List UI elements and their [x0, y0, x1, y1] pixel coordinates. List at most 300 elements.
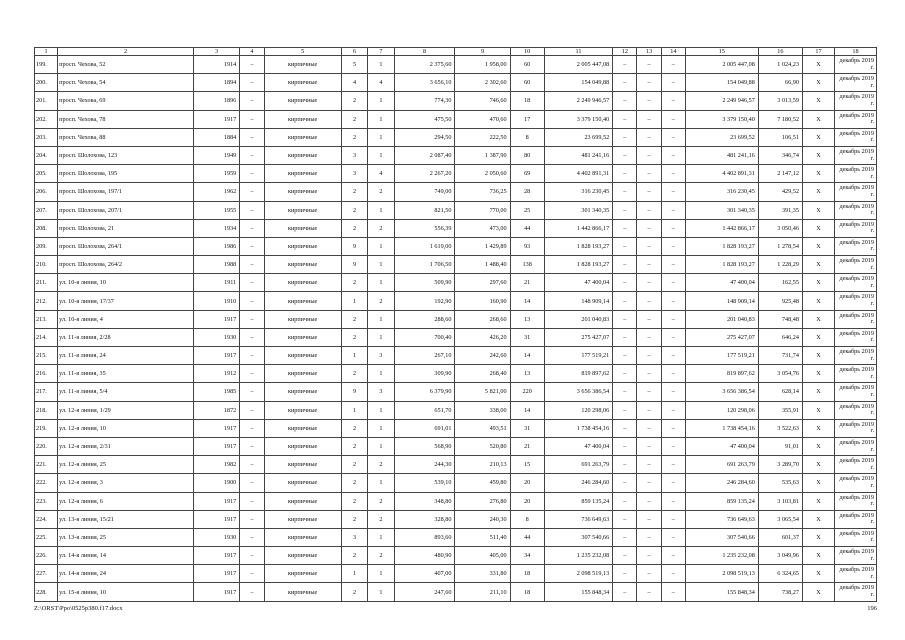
- address-cell: просп. Чехова, 54: [58, 74, 194, 92]
- year-reconstructed-cell: –: [240, 565, 264, 583]
- address-cell: просп. Шолохова, 264/1: [58, 237, 194, 255]
- residents-cell: 34: [510, 547, 544, 565]
- row-number-cell: 212.: [35, 292, 58, 310]
- table-row: [35, 237, 877, 255]
- table-row: [35, 456, 877, 474]
- cost-col-15-cell: 3 656 386,54: [685, 383, 758, 401]
- living-area-cell: 297,60: [455, 274, 510, 292]
- completion-date-cell: декабрь 2019 г.: [834, 492, 876, 510]
- year-built-cell: 1917: [193, 583, 239, 601]
- year-reconstructed-cell: –: [240, 528, 264, 546]
- row-number-cell: 215.: [35, 347, 58, 365]
- unit-cost-cell: 3 289,70: [758, 456, 802, 474]
- year-reconstructed-cell: –: [240, 419, 264, 437]
- cost-col-13-cell: –: [637, 219, 661, 237]
- entrances-cell: 1: [368, 565, 394, 583]
- row-number-cell: 219.: [35, 419, 58, 437]
- total-cost-cell: 246 284,60: [544, 474, 612, 492]
- address-cell: ул. 11-я линия, 5/4: [58, 383, 194, 401]
- unit-cost-cell: 1 024,23: [758, 56, 802, 74]
- unit-cost-cell: 3 050,46: [758, 219, 802, 237]
- floors-cell: 2: [341, 365, 367, 383]
- entrances-cell: 2: [368, 547, 394, 565]
- col-17-cell: X: [802, 292, 834, 310]
- cost-col-13-cell: –: [637, 347, 661, 365]
- total-cost-cell: 201 040,83: [544, 310, 612, 328]
- cost-col-14-cell: –: [661, 347, 685, 365]
- total-area-cell: 2 087,40: [394, 146, 455, 164]
- living-area-cell: 331,80: [455, 565, 510, 583]
- floors-cell: 2: [341, 510, 367, 528]
- wall-material-cell: кирпичные: [264, 419, 341, 437]
- column-number-header: 16: [758, 48, 802, 56]
- floors-cell: 2: [341, 219, 367, 237]
- wall-material-cell: кирпичные: [264, 437, 341, 455]
- residents-cell: 17: [510, 110, 544, 128]
- living-area-cell: 426,20: [455, 328, 510, 346]
- column-number-header: 12: [613, 48, 637, 56]
- living-area-cell: 459,80: [455, 474, 510, 492]
- residents-cell: 13: [510, 365, 544, 383]
- row-number-cell: 224.: [35, 510, 58, 528]
- cost-col-15-cell: 859 135,24: [685, 492, 758, 510]
- entrances-cell: 2: [368, 510, 394, 528]
- col-17-cell: X: [802, 74, 834, 92]
- col-17-cell: X: [802, 274, 834, 292]
- address-cell: просп. Шолохова, 21: [58, 219, 194, 237]
- cost-col-13-cell: –: [637, 419, 661, 437]
- col-17-cell: X: [802, 401, 834, 419]
- column-number-header: 7: [368, 48, 394, 56]
- total-area-cell: 651,70: [394, 401, 455, 419]
- year-reconstructed-cell: –: [240, 165, 264, 183]
- total-cost-cell: 859 135,24: [544, 492, 612, 510]
- column-number-header: 6: [341, 48, 367, 56]
- year-built-cell: 1910: [193, 292, 239, 310]
- col-17-cell: X: [802, 328, 834, 346]
- table-row: [35, 328, 877, 346]
- cost-col-13-cell: –: [637, 492, 661, 510]
- floors-cell: 1: [341, 292, 367, 310]
- unit-cost-cell: 391,35: [758, 201, 802, 219]
- cost-col-14-cell: –: [661, 565, 685, 583]
- table-row: [35, 401, 877, 419]
- total-cost-cell: 3 656 386,54: [544, 383, 612, 401]
- cost-col-13-cell: –: [637, 146, 661, 164]
- total-cost-cell: 154 049,88: [544, 74, 612, 92]
- row-number-cell: 213.: [35, 310, 58, 328]
- table-row: [35, 201, 877, 219]
- year-reconstructed-cell: –: [240, 201, 264, 219]
- cost-col-13-cell: –: [637, 165, 661, 183]
- cost-col-12-cell: –: [613, 528, 637, 546]
- cost-col-15-cell: 1 738 454,16: [685, 419, 758, 437]
- column-number-header: 17: [802, 48, 834, 56]
- table-row: [35, 219, 877, 237]
- year-built-cell: 1949: [193, 146, 239, 164]
- address-cell: ул. 10-я линия, 10: [58, 274, 194, 292]
- year-built-cell: 1955: [193, 201, 239, 219]
- cost-col-13-cell: –: [637, 401, 661, 419]
- unit-cost-cell: 731,74: [758, 347, 802, 365]
- year-built-cell: 1930: [193, 528, 239, 546]
- cost-col-14-cell: –: [661, 583, 685, 601]
- cost-col-12-cell: –: [613, 565, 637, 583]
- floors-cell: 2: [341, 492, 367, 510]
- table-row: [35, 146, 877, 164]
- residents-cell: 20: [510, 492, 544, 510]
- cost-col-13-cell: –: [637, 547, 661, 565]
- year-built-cell: 1917: [193, 565, 239, 583]
- unit-cost-cell: 925,48: [758, 292, 802, 310]
- living-area-cell: 268,60: [455, 310, 510, 328]
- residents-cell: 44: [510, 528, 544, 546]
- cost-col-15-cell: 47 400,04: [685, 437, 758, 455]
- cost-col-13-cell: –: [637, 365, 661, 383]
- residents-cell: 15: [510, 456, 544, 474]
- living-area-cell: 222,50: [455, 128, 510, 146]
- year-built-cell: 1962: [193, 183, 239, 201]
- cost-col-15-cell: 819 897,62: [685, 365, 758, 383]
- cost-col-15-cell: 154 049,88: [685, 74, 758, 92]
- year-reconstructed-cell: –: [240, 219, 264, 237]
- year-built-cell: 1930: [193, 328, 239, 346]
- table-row: [35, 347, 877, 365]
- column-number-header: 4: [240, 48, 264, 56]
- cost-col-13-cell: –: [637, 56, 661, 74]
- total-area-cell: 691,01: [394, 419, 455, 437]
- cost-col-12-cell: –: [613, 456, 637, 474]
- completion-date-cell: декабрь 2019 г.: [834, 401, 876, 419]
- cost-col-15-cell: 481 241,16: [685, 146, 758, 164]
- total-cost-cell: 148 909,14: [544, 292, 612, 310]
- row-number-cell: 217.: [35, 383, 58, 401]
- cost-col-12-cell: –: [613, 365, 637, 383]
- address-table: [34, 47, 877, 602]
- wall-material-cell: кирпичные: [264, 237, 341, 255]
- total-area-cell: 1 619,00: [394, 237, 455, 255]
- unit-cost-cell: 91,01: [758, 437, 802, 455]
- residents-cell: 31: [510, 419, 544, 437]
- table-row: [35, 128, 877, 146]
- cost-col-13-cell: –: [637, 110, 661, 128]
- year-built-cell: 1985: [193, 383, 239, 401]
- total-area-cell: 821,50: [394, 201, 455, 219]
- year-built-cell: 1982: [193, 456, 239, 474]
- cost-col-13-cell: –: [637, 201, 661, 219]
- residents-cell: 28: [510, 183, 544, 201]
- living-area-cell: 511,40: [455, 528, 510, 546]
- row-number-cell: 211.: [35, 274, 58, 292]
- table-body: [35, 56, 877, 602]
- floors-cell: 2: [341, 456, 367, 474]
- unit-cost-cell: 601,37: [758, 528, 802, 546]
- floors-cell: 2: [341, 110, 367, 128]
- completion-date-cell: декабрь 2019 г.: [834, 201, 876, 219]
- unit-cost-cell: 3 054,76: [758, 365, 802, 383]
- column-number-header: 1: [35, 48, 58, 56]
- cost-col-15-cell: 2 098 519,13: [685, 565, 758, 583]
- col-17-cell: X: [802, 347, 834, 365]
- floors-cell: 2: [341, 201, 367, 219]
- col-17-cell: X: [802, 565, 834, 583]
- living-area-cell: 770,00: [455, 201, 510, 219]
- col-17-cell: X: [802, 437, 834, 455]
- cost-col-14-cell: –: [661, 328, 685, 346]
- entrances-cell: 3: [368, 347, 394, 365]
- entrances-cell: 1: [368, 256, 394, 274]
- cost-col-13-cell: –: [637, 310, 661, 328]
- total-cost-cell: 47 400,04: [544, 437, 612, 455]
- table-row: [35, 256, 877, 274]
- row-number-cell: 218.: [35, 401, 58, 419]
- floors-cell: 9: [341, 256, 367, 274]
- address-cell: ул. 13-я линия, 15/21: [58, 510, 194, 528]
- cost-col-12-cell: –: [613, 237, 637, 255]
- entrances-cell: 1: [368, 310, 394, 328]
- cost-col-12-cell: –: [613, 146, 637, 164]
- total-area-cell: 309,90: [394, 365, 455, 383]
- floors-cell: 1: [341, 401, 367, 419]
- col-17-cell: X: [802, 237, 834, 255]
- column-number-header: 2: [58, 48, 194, 56]
- total-cost-cell: 155 848,34: [544, 583, 612, 601]
- table-row: [35, 292, 877, 310]
- wall-material-cell: кирпичные: [264, 146, 341, 164]
- cost-col-15-cell: 246 284,60: [685, 474, 758, 492]
- entrances-cell: 1: [368, 146, 394, 164]
- living-area-cell: 405,00: [455, 547, 510, 565]
- cost-col-12-cell: –: [613, 256, 637, 274]
- year-reconstructed-cell: –: [240, 237, 264, 255]
- total-cost-cell: 307 540,66: [544, 528, 612, 546]
- residents-cell: 44: [510, 219, 544, 237]
- address-cell: просп. Шолохова, 123: [58, 146, 194, 164]
- wall-material-cell: кирпичные: [264, 292, 341, 310]
- living-area-cell: 736,25: [455, 183, 510, 201]
- floors-cell: 2: [341, 328, 367, 346]
- residents-cell: 69: [510, 165, 544, 183]
- completion-date-cell: декабрь 2019 г.: [834, 328, 876, 346]
- address-cell: просп. Шолохова, 197/1: [58, 183, 194, 201]
- residents-cell: 8: [510, 510, 544, 528]
- year-reconstructed-cell: –: [240, 510, 264, 528]
- year-built-cell: 1917: [193, 110, 239, 128]
- total-area-cell: 328,80: [394, 510, 455, 528]
- entrances-cell: 1: [368, 419, 394, 437]
- cost-col-15-cell: 120 298,06: [685, 401, 758, 419]
- cost-col-12-cell: –: [613, 328, 637, 346]
- cost-col-14-cell: –: [661, 292, 685, 310]
- col-17-cell: X: [802, 183, 834, 201]
- completion-date-cell: декабрь 2019 г.: [834, 92, 876, 110]
- year-reconstructed-cell: –: [240, 256, 264, 274]
- completion-date-cell: декабрь 2019 г.: [834, 128, 876, 146]
- cost-col-14-cell: –: [661, 401, 685, 419]
- floors-cell: 2: [341, 419, 367, 437]
- cost-col-14-cell: –: [661, 510, 685, 528]
- total-area-cell: 539,10: [394, 474, 455, 492]
- wall-material-cell: кирпичные: [264, 92, 341, 110]
- cost-col-14-cell: –: [661, 547, 685, 565]
- unit-cost-cell: 106,51: [758, 128, 802, 146]
- cost-col-15-cell: 148 909,14: [685, 292, 758, 310]
- floors-cell: 3: [341, 528, 367, 546]
- unit-cost-cell: 3 065,54: [758, 510, 802, 528]
- row-number-cell: 199.: [35, 56, 58, 74]
- completion-date-cell: декабрь 2019 г.: [834, 256, 876, 274]
- living-area-cell: 1 488,40: [455, 256, 510, 274]
- cost-col-12-cell: –: [613, 583, 637, 601]
- cost-col-12-cell: –: [613, 347, 637, 365]
- address-cell: ул. 15-я линия, 10: [58, 583, 194, 601]
- row-number-cell: 223.: [35, 492, 58, 510]
- cost-col-14-cell: –: [661, 456, 685, 474]
- completion-date-cell: декабрь 2019 г.: [834, 146, 876, 164]
- entrances-cell: 2: [368, 292, 394, 310]
- cost-col-13-cell: –: [637, 92, 661, 110]
- completion-date-cell: декабрь 2019 г.: [834, 219, 876, 237]
- total-area-cell: 700,40: [394, 328, 455, 346]
- living-area-cell: 338,00: [455, 401, 510, 419]
- wall-material-cell: кирпичные: [264, 74, 341, 92]
- year-built-cell: 1917: [193, 492, 239, 510]
- row-number-cell: 204.: [35, 146, 58, 164]
- residents-cell: 21: [510, 437, 544, 455]
- living-area-cell: 746,60: [455, 92, 510, 110]
- year-reconstructed-cell: –: [240, 347, 264, 365]
- residents-cell: 18: [510, 92, 544, 110]
- wall-material-cell: кирпичные: [264, 510, 341, 528]
- completion-date-cell: декабрь 2019 г.: [834, 292, 876, 310]
- year-reconstructed-cell: –: [240, 492, 264, 510]
- total-area-cell: 509,90: [394, 274, 455, 292]
- cost-col-12-cell: –: [613, 128, 637, 146]
- total-cost-cell: 4 402 891,31: [544, 165, 612, 183]
- floors-cell: 1: [341, 565, 367, 583]
- table-row: [35, 56, 877, 74]
- col-17-cell: X: [802, 365, 834, 383]
- total-area-cell: 407,00: [394, 565, 455, 583]
- year-reconstructed-cell: –: [240, 74, 264, 92]
- entrances-cell: 2: [368, 219, 394, 237]
- year-reconstructed-cell: –: [240, 383, 264, 401]
- completion-date-cell: декабрь 2019 г.: [834, 565, 876, 583]
- total-cost-cell: 1 828 193,27: [544, 237, 612, 255]
- cost-col-12-cell: –: [613, 310, 637, 328]
- completion-date-cell: декабрь 2019 г.: [834, 528, 876, 546]
- cost-col-12-cell: –: [613, 437, 637, 455]
- page-number: 196: [867, 605, 877, 612]
- wall-material-cell: кирпичные: [264, 165, 341, 183]
- residents-cell: 21: [510, 274, 544, 292]
- residents-cell: 20: [510, 474, 544, 492]
- wall-material-cell: кирпичные: [264, 328, 341, 346]
- column-number-header: 9: [455, 48, 510, 56]
- cost-col-14-cell: –: [661, 365, 685, 383]
- column-number-header: 11: [544, 48, 612, 56]
- cost-col-12-cell: –: [613, 110, 637, 128]
- residents-cell: 14: [510, 292, 544, 310]
- table-row: [35, 74, 877, 92]
- year-reconstructed-cell: –: [240, 292, 264, 310]
- row-number-cell: 222.: [35, 474, 58, 492]
- entrances-cell: 2: [368, 456, 394, 474]
- cost-col-12-cell: –: [613, 401, 637, 419]
- address-cell: просп. Чехова, 52: [58, 56, 194, 74]
- address-cell: ул. 13-я линия, 25: [58, 528, 194, 546]
- cost-col-12-cell: –: [613, 56, 637, 74]
- column-number-header: 14: [661, 48, 685, 56]
- entrances-cell: 1: [368, 56, 394, 74]
- address-cell: ул. 11-я линия, 24: [58, 347, 194, 365]
- col-17-cell: X: [802, 456, 834, 474]
- wall-material-cell: кирпичные: [264, 365, 341, 383]
- completion-date-cell: декабрь 2019 г.: [834, 547, 876, 565]
- living-area-cell: 1 429,89: [455, 237, 510, 255]
- cost-col-13-cell: –: [637, 583, 661, 601]
- floors-cell: 2: [341, 583, 367, 601]
- row-number-cell: 227.: [35, 565, 58, 583]
- unit-cost-cell: 3 103,81: [758, 492, 802, 510]
- column-number-header: 15: [685, 48, 758, 56]
- entrances-cell: 1: [368, 328, 394, 346]
- year-built-cell: 1917: [193, 510, 239, 528]
- year-reconstructed-cell: –: [240, 456, 264, 474]
- total-area-cell: 2 375,60: [394, 56, 455, 74]
- cost-col-14-cell: –: [661, 219, 685, 237]
- wall-material-cell: кирпичные: [264, 583, 341, 601]
- total-cost-cell: 316 230,45: [544, 183, 612, 201]
- cost-col-12-cell: –: [613, 510, 637, 528]
- living-area-cell: 2 050,60: [455, 165, 510, 183]
- entrances-cell: 1: [368, 274, 394, 292]
- cost-col-14-cell: –: [661, 256, 685, 274]
- residents-cell: 14: [510, 401, 544, 419]
- entrances-cell: 2: [368, 183, 394, 201]
- address-cell: ул. 14-я линия, 14: [58, 547, 194, 565]
- row-number-cell: 200.: [35, 74, 58, 92]
- address-cell: ул. 11-я линия, 35: [58, 365, 194, 383]
- cost-col-12-cell: –: [613, 547, 637, 565]
- cost-col-14-cell: –: [661, 146, 685, 164]
- column-number-header: 5: [264, 48, 341, 56]
- entrances-cell: 1: [368, 92, 394, 110]
- year-built-cell: 1896: [193, 92, 239, 110]
- table-row: [35, 310, 877, 328]
- completion-date-cell: декабрь 2019 г.: [834, 347, 876, 365]
- cost-col-13-cell: –: [637, 237, 661, 255]
- unit-cost-cell: 7 180,52: [758, 110, 802, 128]
- entrances-cell: 4: [368, 74, 394, 92]
- cost-col-13-cell: –: [637, 474, 661, 492]
- cost-col-14-cell: –: [661, 274, 685, 292]
- table-row: [35, 474, 877, 492]
- wall-material-cell: кирпичные: [264, 565, 341, 583]
- living-area-cell: 493,51: [455, 419, 510, 437]
- year-reconstructed-cell: –: [240, 474, 264, 492]
- year-built-cell: 1917: [193, 437, 239, 455]
- table-row: [35, 565, 877, 583]
- cost-col-14-cell: –: [661, 201, 685, 219]
- entrances-cell: 1: [368, 128, 394, 146]
- address-cell: ул. 12-я линия, 25: [58, 456, 194, 474]
- cost-col-15-cell: 2 249 946,57: [685, 92, 758, 110]
- row-number-cell: 220.: [35, 437, 58, 455]
- total-area-cell: 893,60: [394, 528, 455, 546]
- column-number-header: 3: [193, 48, 239, 56]
- cost-col-12-cell: –: [613, 74, 637, 92]
